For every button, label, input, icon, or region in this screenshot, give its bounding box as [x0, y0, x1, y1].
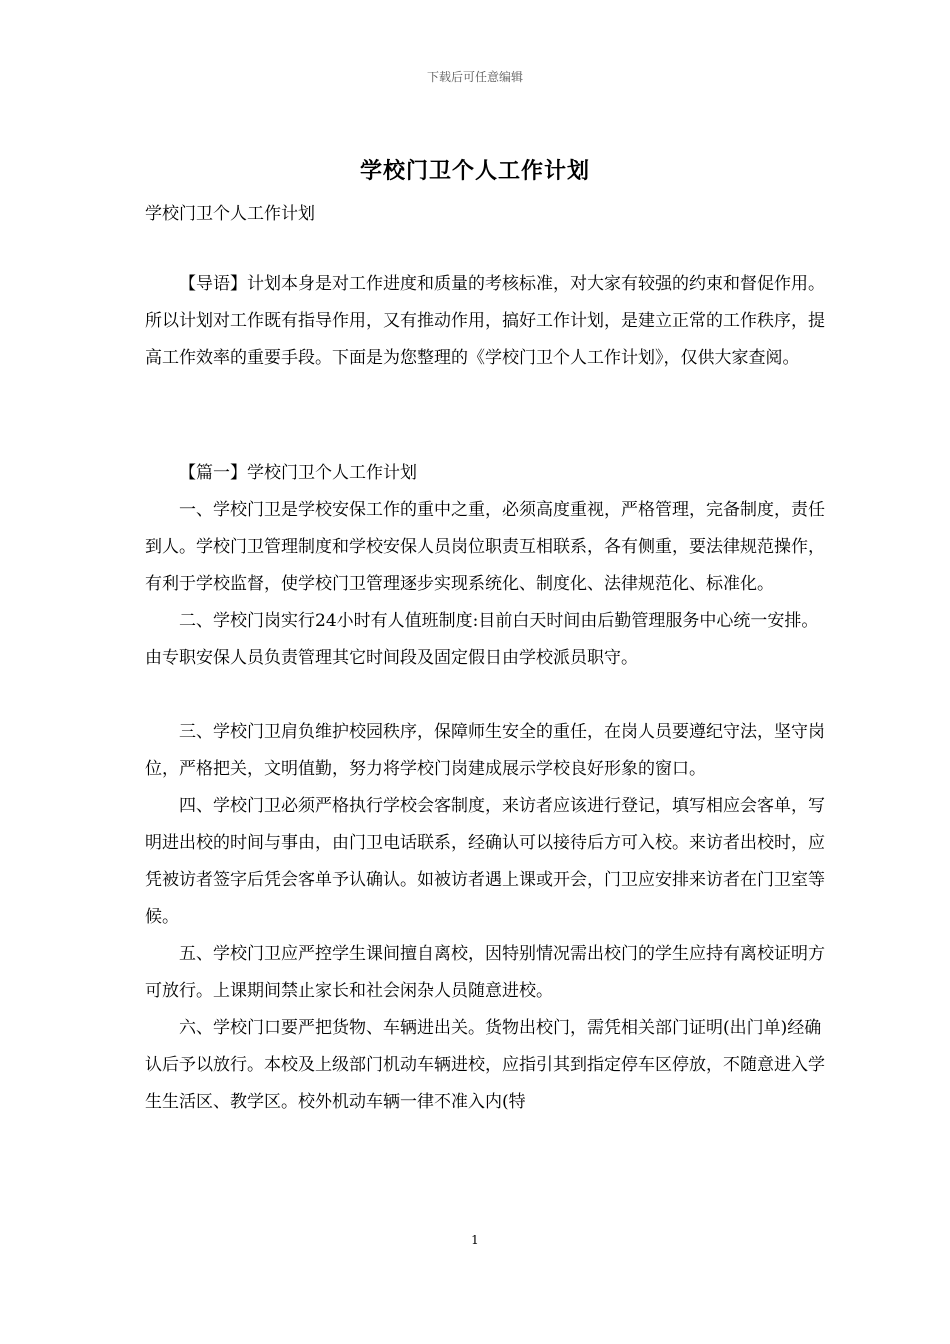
section-heading: 【篇一】学校门卫个人工作计划	[179, 463, 417, 483]
paragraph-3: 三、学校门卫肩负维护校园秩序，保障师生安全的重任，在岗人员要遵纪守法，坚守岗位，严格把关，文明值勤，努力将学校门岗建成展示学校良好形象的窗口。	[145, 722, 825, 779]
section-one	[145, 455, 825, 1121]
intro-paragraph: 【导语】计划本身是对工作进度和质量的考核标准，对大家有较强的约束和督促作用。所以计划对工作既有指导作用，又有推动作用，搞好工作计划，是建立正常的工作秩序，提高工作效率的重要手段。下面是为您整理的《学校门卫个人工作计划》，仅供大家查阅。	[145, 274, 825, 368]
paragraph-1: 一、学校门卫是学校安保工作的重中之重，必须高度重视，严格管理，完备制度，责任到人。学校门卫管理制度和学校安保人员岗位职责互相联系，各有侧重，要法律规范操作，有利于学校监督，使学校门卫管理逐步实现系统化、制度化、法律规范化、标准化。	[145, 500, 825, 594]
paragraph-4: 四、学校门卫必须严格执行学校会客制度，来访者应该进行登记，填写相应会客单，写明进出校的时间与事由，由门卫电话联系，经确认可以接待后方可入校。来访者出校时，应凭被访者签字后凭会客单予认确认。如被访者遇上课或开会，门卫应安排来访者在门卫室等候。	[145, 796, 825, 927]
paragraph-2: 二、学校门岗实行24小时有人值班制度:目前白天时间由后勤管理服务中心统一安排。由专职安保人员负责管理其它时间段及固定假日由学校派员职守。	[145, 611, 819, 668]
page-number: 1	[471, 1233, 479, 1247]
paragraph-6: 六、学校门口要严把货物、车辆进出关。货物出校门，需凭相关部门证明(出门单)经确认后予以放行。本校及上级部门机动车辆进校，应指引其到指定停车区停放，不随意进入学生生活区、教学区。校外机动车辆一律不准入内(特	[145, 1018, 825, 1112]
document-subtitle: 学校门卫个人工作计划	[145, 204, 315, 224]
document-title: 学校门卫个人工作计划	[359, 158, 590, 184]
paragraph-5: 五、学校门卫应严控学生课间擅自离校，因特别情况需出校门的学生应持有离校证明方可放行。上课期间禁止家长和社会闲杂人员随意进校。	[145, 944, 825, 1001]
page-header-note: 下载后可任意编辑	[426, 70, 523, 84]
